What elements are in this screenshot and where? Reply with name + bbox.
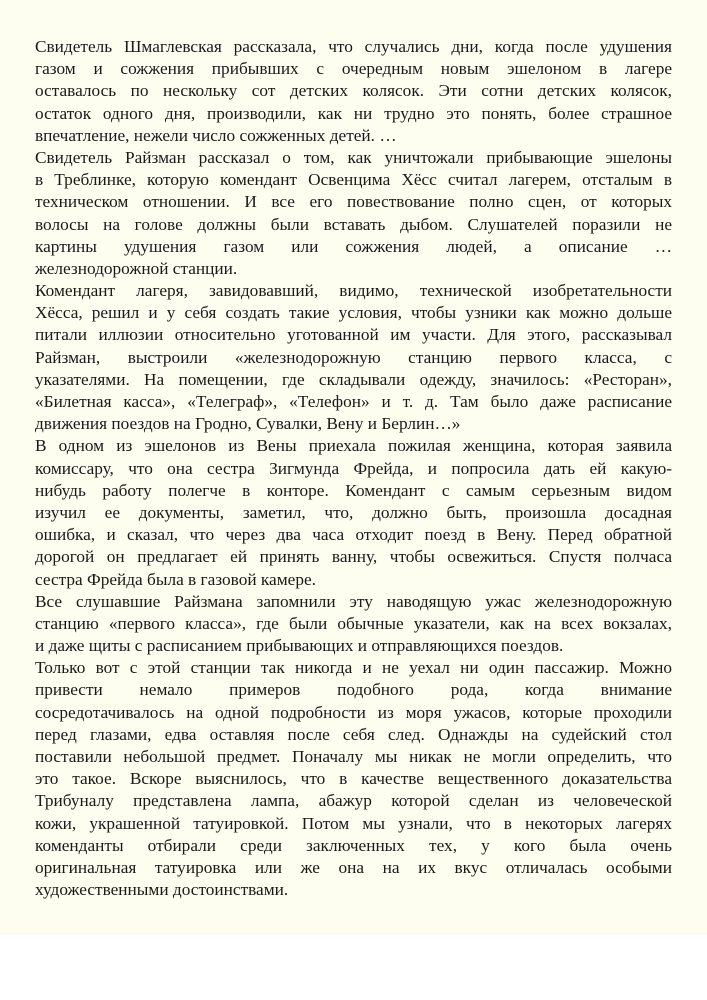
paragraph [35, 36, 672, 147]
text-line: дорогой он предлагает ей принять ванну, чтобы освежиться. Спустя полчаса [35, 547, 672, 567]
text-line: перед глазами, едва оставляя после себя след. Однажды на судейский стол [35, 724, 672, 744]
text-line: В одном из эшелонов из Вены приехала пожилая женщина, которая заявила [35, 436, 672, 456]
text-line: Хёсса, решил и у себя создать такие условия, чтобы узники как можно дольше [35, 303, 672, 323]
text-line: поставили небольшой предмет. Поначалу мы никак не могли определить, что [35, 747, 672, 766]
text-line: впечатление, нежели число сожженных детей. … [35, 125, 397, 145]
text-line: железнодорожной станции. [35, 258, 238, 278]
text-line: комиссару, что она сестра Зигмунда Фрейда, и попросила дать ей какую- [35, 458, 672, 478]
text-line: изучил ее документы, заметил, что, должно быть, произошла досадная [35, 502, 672, 522]
text-line: Райзман, выстроили «железнодорожную станцию первого класса, с [35, 347, 672, 367]
text-line: Свидетель Шмаглевская рассказала, что случались дни, когда после удушения [35, 37, 672, 56]
text-line: остаток одного дня, производили, как ни трудно это понять, более страшное [35, 103, 672, 123]
text-line: и даже щиты с расписанием прибывающих и отправляющихся поездов. [35, 636, 564, 656]
text-line: газом и сожжения прибывших с очередным новым эшелоном в лагере [35, 59, 672, 79]
text-line: техническом отношении. И все его повествование полно сцен, от которых [35, 192, 672, 212]
paragraph [35, 657, 672, 901]
text-line: Все слушавшие Райзмана запомнили эту наводящую ужас железнодорожную [35, 591, 672, 611]
text-line: сосредотачивалось на одной подробности из моря ужасов, которые проходили [35, 702, 672, 722]
text-line: в Треблинке, которую комендант Освенцима Хёсс считал лагерем, отсталым в [35, 170, 672, 190]
text-line: кожи, украшенной татуировкой. Потом мы узнали, что в некоторых лагерях [35, 813, 672, 833]
text-line: сестра Фрейда была в газовой камере. [35, 569, 316, 589]
text-line: указателями. На помещении, где складывали одежду, значилось: «Ресторан», [35, 369, 672, 389]
document-body [35, 36, 672, 901]
text-line: коменданты отбирали среди заключенных тех, у кого была очень [35, 835, 672, 855]
text-line: Только вот с этой станции так никогда и не уехал ни один пассажир. Можно [35, 658, 672, 678]
text-line: Комендант лагеря, завидовавший, видимо, технической изобретательности [35, 281, 672, 301]
text-line: ошибка, и сказал, что через два часа отходит поезд в Вену. Перед обратной [35, 525, 672, 545]
text-line: картины удушения газом или сожжения людей, а описание … [35, 236, 672, 256]
text-line: станцию «первого класса», где были обычные указатели, как на всех вокзалах, [35, 613, 672, 633]
text-line: «Билетная касса», «Телеграф», «Телефон» и т. д. Там было даже расписание [35, 392, 672, 411]
paragraph [35, 280, 672, 435]
text-line: Свидетель Райзман рассказал о том, как уничтожали прибывающие эшелоны [35, 147, 672, 167]
text-line: нибудь работу полегче в конторе. Комендант с самым серьезным видом [35, 480, 672, 500]
text-line: художественными достоинствами. [35, 880, 289, 900]
text-line: оригинальная татуировка или же она на их вкус отличалась особыми [35, 857, 672, 877]
text-line: волосы на голове должны были вставать дыбом. Слушателей поразили не [35, 214, 672, 234]
text-line: привести немало примеров подобного рода, когда внимание [35, 680, 672, 700]
text-line: движения поездов на Гродно, Сувалки, Вену и Берлин…» [35, 414, 461, 434]
paragraph [35, 435, 672, 590]
text-line: Трибуналу представлена лампа, абажур которой сделан из человеческой [35, 791, 672, 811]
text-line: оставалось по нескольку сот детских колясок. Эти сотни детских колясок, [35, 81, 672, 101]
text-line: питали иллюзии относительно уготованной им участи. Для этого, рассказывал [35, 325, 672, 345]
text-line: это такое. Вскоре выяснилось, что в качестве вещественного доказательства [35, 769, 672, 789]
paragraph [35, 591, 672, 658]
paragraph [35, 147, 672, 280]
